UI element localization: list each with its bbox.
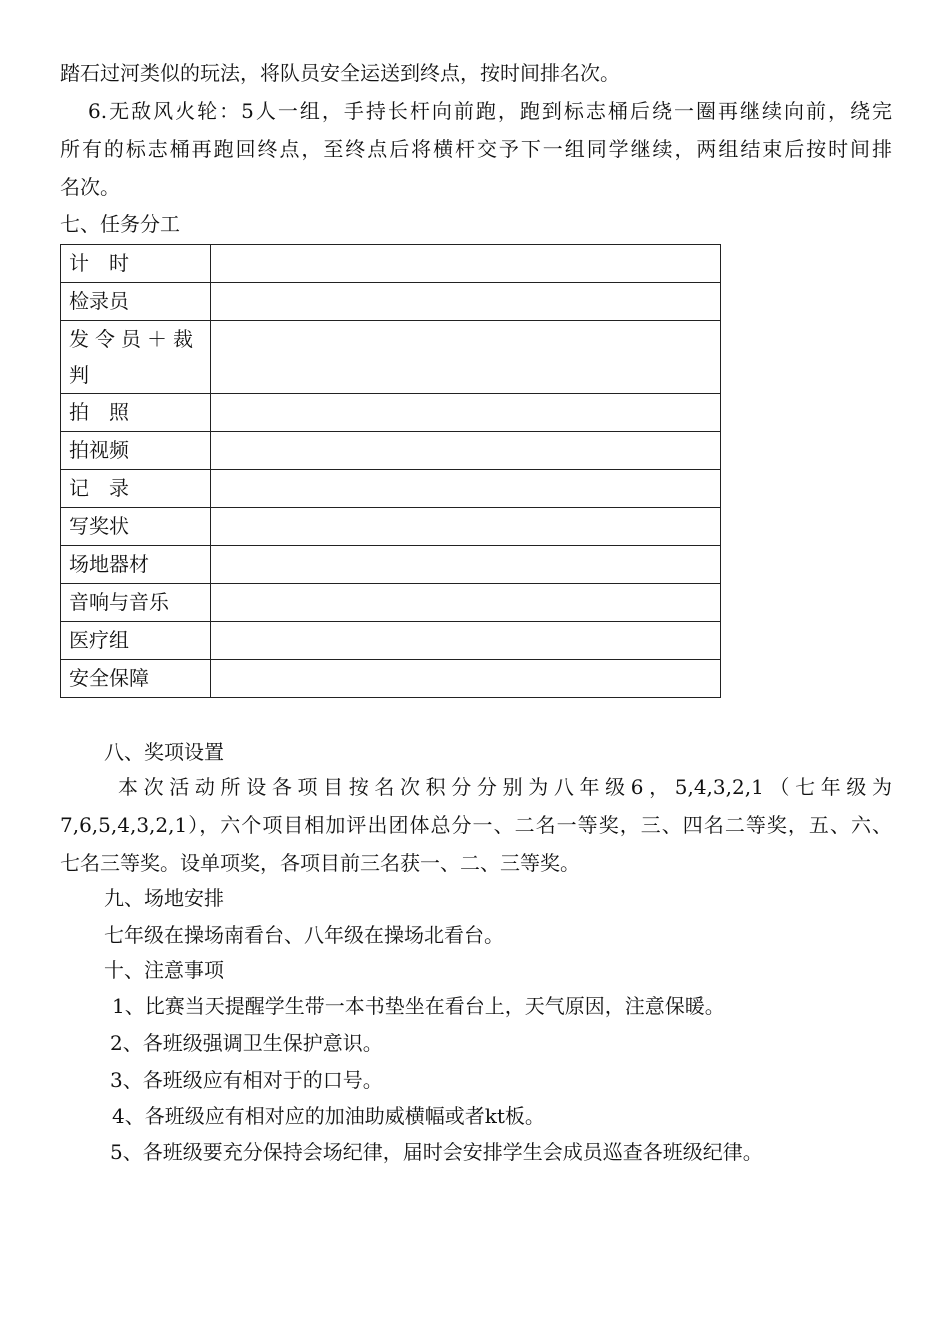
- section8-line1: 本次活动所设各项目按名次积分分别为八年级6，5,4,3,2,1（七年级为: [118, 775, 892, 799]
- task-assignment-table: [60, 244, 721, 698]
- assignee-cell[interactable]: [211, 622, 721, 660]
- role-cell: 安全保障: [61, 660, 211, 698]
- notice-item: 4、各班级应有相对应的加油助威横幅或者kt板。: [112, 1104, 545, 1128]
- section7-heading: 七、任务分工: [60, 212, 180, 236]
- section8-heading: 八、奖项设置: [104, 740, 224, 764]
- notice-item: 3、各班级应有相对于的口号。: [110, 1068, 383, 1092]
- assignee-cell[interactable]: [211, 660, 721, 698]
- notice-item: 5、各班级要充分保持会场纪律，届时会安排学生会成员巡查各班级纪律。: [110, 1140, 763, 1164]
- role-cell: 拍 照: [61, 394, 211, 432]
- table-row: [61, 508, 721, 546]
- table-row: [61, 584, 721, 622]
- assignee-cell[interactable]: [211, 283, 721, 321]
- notice-item: 2、各班级强调卫生保护意识。: [110, 1031, 383, 1055]
- table-row: [61, 546, 721, 584]
- assignee-cell[interactable]: [211, 470, 721, 508]
- intro-tail-text: 踏石过河类似的玩法，将队员安全运送到终点，按时间排名次。: [60, 61, 620, 85]
- role-cell: 检录员: [61, 283, 211, 321]
- role-cell: 音响与音乐: [61, 584, 211, 622]
- role-cell: 场地器材: [61, 546, 211, 584]
- section9-body: 七年级在操场南看台、八年级在操场北看台。: [104, 923, 504, 947]
- role-cell: 拍视频: [61, 432, 211, 470]
- table-row: [61, 622, 721, 660]
- table-row: [61, 394, 721, 432]
- role-cell: 写奖状: [61, 508, 211, 546]
- item6-line3: 名次。: [60, 175, 120, 199]
- section8-line3: 七名三等奖。设单项奖，各项目前三名获一、二、三等奖。: [60, 851, 580, 875]
- section8-line2: 7,6,5,4,3,2,1），六个项目相加评出团体总分一、二名一等奖，三、四名二等奖，五、六、: [60, 813, 892, 837]
- table-row: [61, 470, 721, 508]
- section10-heading: 十、注意事项: [104, 958, 224, 982]
- assignee-cell[interactable]: [211, 321, 721, 394]
- assignee-cell[interactable]: [211, 508, 721, 546]
- item6-line1: 6.无敌风火轮：5人一组，手持长杆向前跑，跑到标志桶后绕一圈再继续向前，绕完: [88, 99, 892, 123]
- assignee-cell[interactable]: [211, 546, 721, 584]
- role-cell: 发令员＋裁判: [61, 321, 211, 394]
- assignee-cell[interactable]: [211, 432, 721, 470]
- item6-line2: 所有的标志桶再跑回终点，至终点后将横杆交予下一组同学继续，两组结束后按时间排: [60, 137, 892, 161]
- assignee-cell[interactable]: [211, 245, 721, 283]
- table-row: [61, 245, 721, 283]
- table-row: [61, 432, 721, 470]
- role-cell: 医疗组: [61, 622, 211, 660]
- table-row: [61, 321, 721, 394]
- assignee-cell[interactable]: [211, 394, 721, 432]
- section9-heading: 九、场地安排: [104, 886, 224, 910]
- assignee-cell[interactable]: [211, 584, 721, 622]
- role-cell: 计 时: [61, 245, 211, 283]
- role-cell: 记 录: [61, 470, 211, 508]
- table-row: [61, 283, 721, 321]
- table-row: [61, 660, 721, 698]
- notice-item: 1、比赛当天提醒学生带一本书垫坐在看台上，天气原因，注意保暖。: [112, 994, 725, 1018]
